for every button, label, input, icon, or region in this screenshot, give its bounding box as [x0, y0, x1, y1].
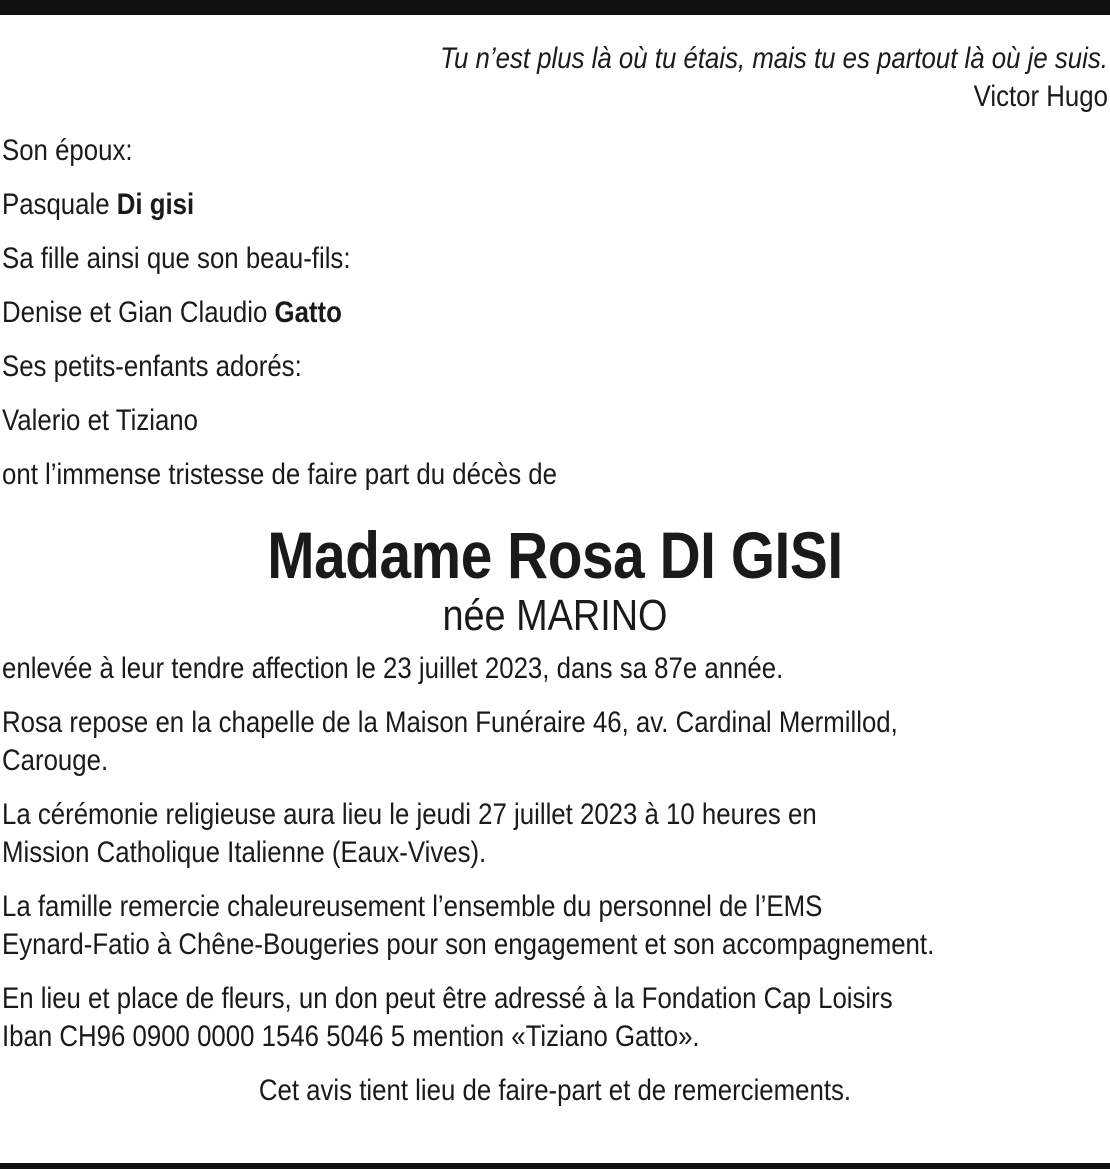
deceased-name: Madame Rosa DI GISI — [267, 518, 843, 592]
ceremony-line-1: La cérémonie religieuse aura lieu le jeudi 27 juillet 2023 à 10 heures en — [2, 798, 817, 831]
closing-line: Cet avis tient lieu de faire-part et de remerciements. — [258, 1074, 852, 1107]
top-rule — [0, 0, 1110, 15]
epigraph — [2, 40, 1108, 116]
family-spouse-name — [2, 186, 1108, 224]
repose-line-2: Carouge. — [2, 744, 109, 777]
donation-line-2: Iban CH96 0900 0000 1546 5046 5 mention «Tiziano Gatto». — [2, 1020, 700, 1053]
family-label-grandchildren: Ses petits-enfants adorés: — [2, 350, 302, 383]
epigraph-text: Tu n’est plus là où tu étais, mais tu es partout là où je suis. — [440, 42, 1108, 75]
ceremony-paragraph — [2, 796, 1108, 872]
family-label-spouse: Son époux: — [2, 134, 133, 167]
thanks-paragraph — [2, 888, 1108, 964]
thanks-line-2: Eynard-Fatio à Chêne-Bougeries pour son engagement et son accompagnement. — [2, 928, 935, 961]
family-daughter-names — [2, 294, 1108, 332]
announcement-line: ont l’immense tristesse de faire part du décès de — [2, 458, 557, 491]
family-grandchildren-names: Valerio et Tiziano — [2, 404, 198, 437]
daughter-surname: Gatto — [274, 296, 342, 329]
thanks-line-1: La famille remercie chaleureusement l’ensemble du personnel de l’EMS — [2, 890, 823, 923]
epigraph-author: Victor Hugo — [973, 80, 1108, 113]
repose-line-1: Rosa repose en la chapelle de la Maison Funéraire 46, av. Cardinal Mermillod, — [2, 706, 898, 739]
repose-paragraph — [2, 704, 1108, 780]
family-label-daughter: Sa fille ainsi que son beau-fils: — [2, 242, 351, 275]
bottom-rule — [0, 1163, 1110, 1169]
donation-line-1: En lieu et place de fleurs, un don peut être adressé à la Fondation Cap Loisirs — [2, 982, 893, 1015]
obituary-notice — [2, 40, 1108, 1110]
donation-paragraph — [2, 980, 1108, 1056]
deceased-block — [2, 520, 1108, 642]
ceremony-line-2: Mission Catholique Italienne (Eaux-Vives). — [2, 836, 487, 869]
daughter-given-names: Denise et Gian Claudio — [2, 296, 275, 329]
death-paragraph: enlevée à leur tendre affection le 23 juillet 2023, dans sa 87e année. — [2, 652, 784, 685]
spouse-given-name: Pasquale — [2, 188, 117, 221]
spouse-surname: Di gisi — [116, 188, 195, 221]
deceased-maiden-name: née MARINO — [442, 591, 668, 640]
